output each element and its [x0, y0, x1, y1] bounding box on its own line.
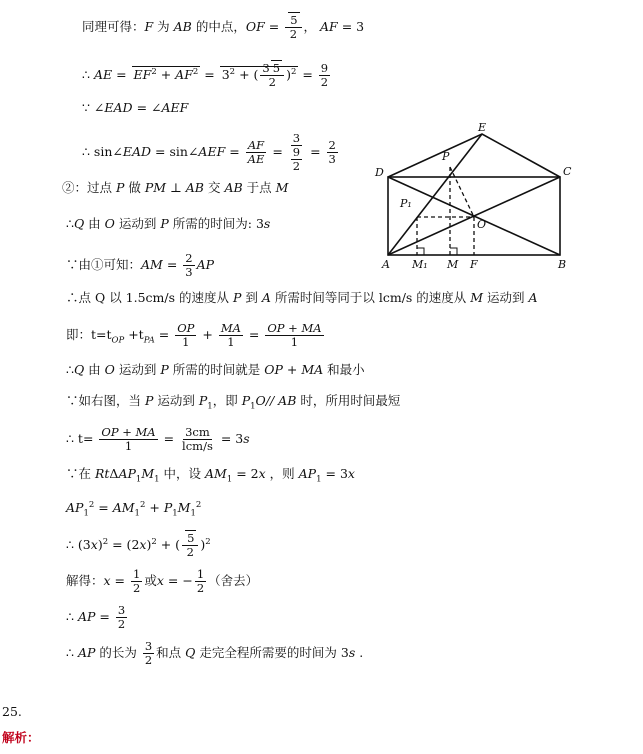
line-5: ②：过点 P 做 PM ⊥ AB 交 AB 于点 M: [62, 180, 289, 195]
label-m1: M₁: [412, 258, 428, 270]
line-18: ∴ AP 的长为 $\frac{3}{2}$ 和点 Q 走完全程所需要的时间为 3s .: [66, 639, 364, 667]
line-12: ∴ t= $\frac{OP + MA}{1}$ = $\frac{3cm}{\text{lcm/s}}$ = 3s: [66, 425, 250, 453]
geometry-figure: [370, 120, 610, 270]
line-16: 解得：x = $\frac{1}{2}$ 或x = − $\frac{1}{2}$ （舍去）: [66, 567, 259, 595]
label-f: F: [470, 258, 478, 270]
label-c: C: [563, 165, 572, 178]
line-po: [450, 167, 474, 217]
line-14: $AP_1^2 = AM_1^2 + P_1M_1^2$: [66, 499, 202, 519]
line-9: 即：$t=t_{OP} +t_{PA}$ = $\frac{OP}{1}$ + $\frac{MA}{1}$ = $\frac{OP + MA}{1}$: [66, 321, 322, 349]
label-o: O: [477, 218, 487, 231]
line-ae: [388, 134, 482, 255]
line-6: ∴Q 由 O 运动到 P 所需的时间为: 3s: [66, 216, 271, 231]
triangle-dec: [388, 134, 560, 177]
label-m: M: [447, 258, 459, 270]
label-b: B: [558, 258, 567, 270]
line-13: ∵在 $Rt\Delta AP_1M_1$ 中，设 $AM_1 = 2x$ ，则 $AP_1 = 3x$: [66, 466, 355, 485]
line-10: ∴Q 由 O 运动到 P 所需的时间就是 OP + MA 和最小: [66, 362, 365, 377]
line-3: ∵ ∠EAD = ∠AEF: [82, 100, 189, 115]
line-1: 同理可得：F 为 AB 的中点，OF = $\frac{5}{2}$ ， AF = 3: [82, 13, 365, 41]
right-angle-m1: [417, 248, 424, 255]
line-7: ∵由①可知：AM = $\frac{2}{3}$ AP: [66, 251, 215, 279]
label-p: P: [442, 150, 450, 163]
line-11: ∵如右图，当 P 运动到 $P_1$，即 $P_1O//$ AB 时，所用时间最短: [66, 393, 401, 412]
label-e: E: [478, 121, 487, 134]
label-a: A: [382, 258, 390, 270]
analysis-label: 解析：: [2, 730, 40, 745]
label-d: D: [375, 166, 384, 179]
line-2: ∴ AE = $EF^2 + AF^2 = 3^2$ + ( $\frac{3 5}{2}$ )$^2$ = $\frac{9}{2}$: [82, 61, 329, 89]
right-angle-m: [450, 248, 457, 255]
label-p1: P₁: [400, 197, 412, 210]
line-8: ∴点 Q 以 1.5cm/s 的速度从 P 到 A 所需时间等同于以 lcm/s 的速度从 M 运动到 A: [66, 290, 538, 305]
question-number: 25.: [2, 704, 22, 719]
line-15: ∴ $(3x)^2 = (2x)^2$ + ( $\frac{5}{2}$ )$^2$: [66, 531, 211, 559]
line-4: ∴ sin∠EAD = sin∠AEF = $\frac{AF}{AE}$ = $\frac{3}{\frac{9}{2}}$ = $\frac{2}{3}$: [82, 131, 336, 173]
line-17: ∴ AP = $\frac{3}{2}$: [66, 603, 126, 631]
